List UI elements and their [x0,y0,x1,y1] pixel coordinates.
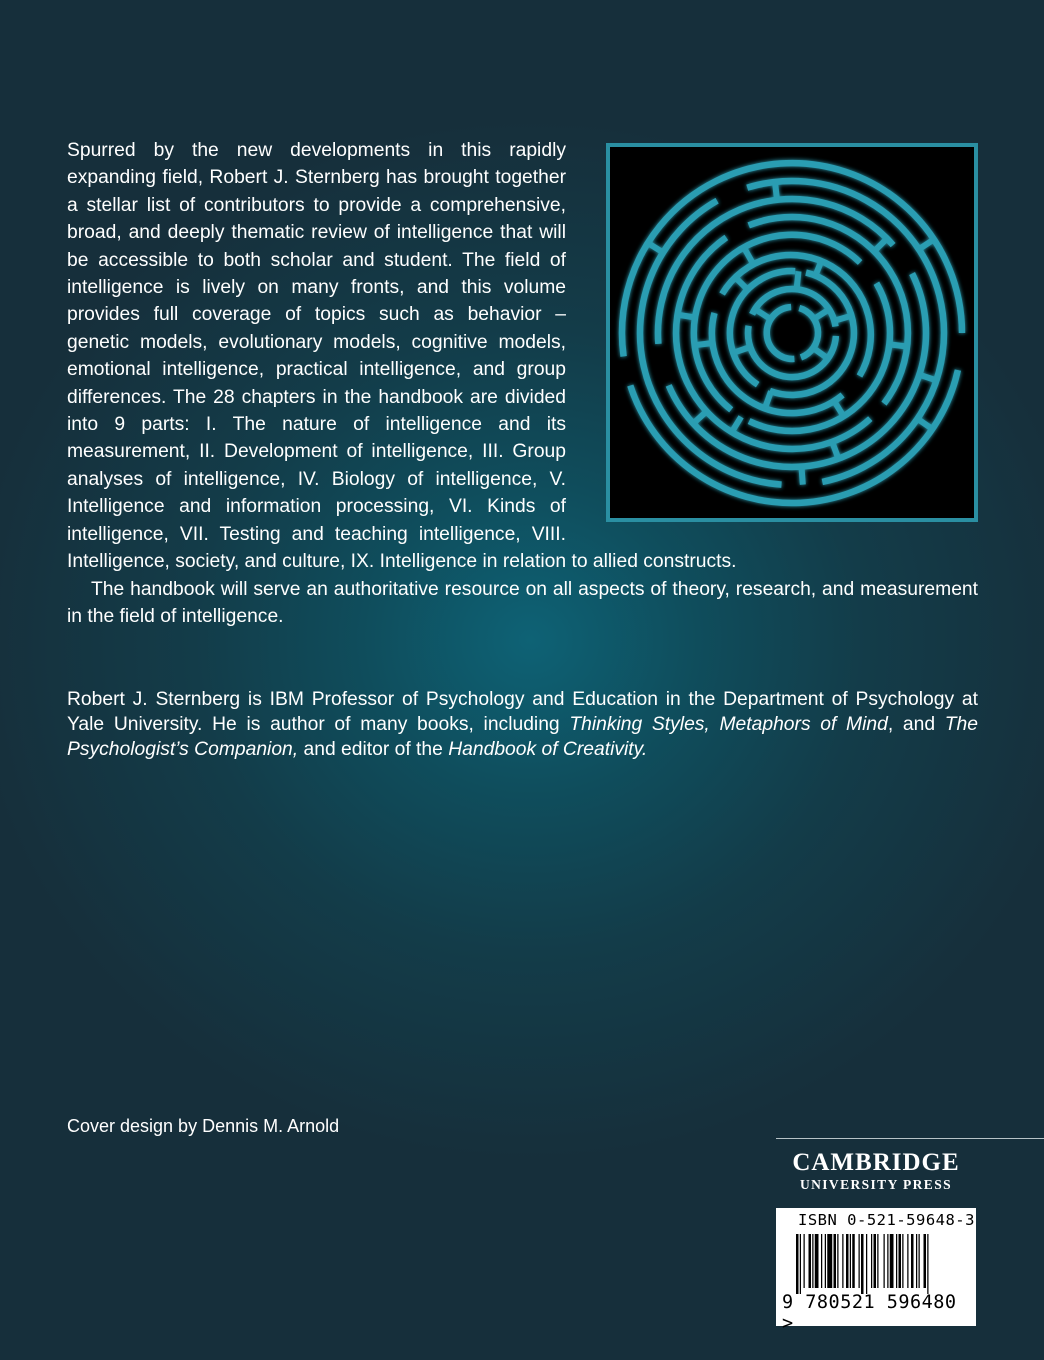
publisher-logo [776,1149,976,1193]
barcode-bar [916,1234,917,1288]
bio-text-3: and editor of the [298,739,449,760]
barcode-bar [859,1234,860,1288]
maze-ring [752,289,835,327]
barcode-bar [842,1234,843,1288]
maze-wall [732,417,741,432]
barcode-bar [924,1234,927,1288]
barcode-bar [852,1234,855,1288]
author-bio [67,687,978,762]
barcode-bar [871,1234,872,1288]
barcode-bars [796,1234,960,1294]
barcode-bar [877,1234,878,1288]
barcode-bar [846,1234,849,1288]
maze-illustration [606,143,978,522]
barcode-bar [927,1234,928,1294]
barcode-bar [834,1234,837,1288]
barcode-digits: 9 780521 596480 > [782,1292,957,1334]
barcode-bar [899,1234,902,1288]
barcode-bar [850,1234,851,1288]
barcode-bar [796,1234,799,1294]
barcode-bar [919,1234,920,1288]
barcode-bar [800,1234,801,1294]
barcode-bar [861,1234,864,1294]
maze-ring [767,307,795,359]
circular-maze-image [610,147,974,518]
publisher-divider [776,1138,1044,1139]
barcode-bar [809,1234,812,1288]
bio-text-1: Robert J. Sternberg is IBM Professor of Psychology and Education in the Department of Psychology at Yale University. He is author of many books, including [67,689,978,735]
barcode-bar [896,1234,897,1288]
barcode-bar [821,1234,822,1288]
isbn-label: ISBN 0-521-59648-3 [798,1211,975,1229]
blurb-text [67,137,978,630]
bio-companion-title: The Psychologist’s Companion, [67,714,978,760]
barcode-bar [884,1234,885,1288]
barcode-bar [827,1234,832,1288]
isbn-barcode [776,1208,976,1334]
bio-text-2: , and [887,714,945,735]
publisher-name: CAMBRIDGE [792,1149,960,1176]
barcode-bar [866,1234,867,1294]
barcode-bar [815,1234,819,1288]
cover-design-credit: Cover design by Dennis M. Arnold [67,1116,340,1136]
barcode-bar [890,1234,894,1288]
blurb-paragraph-2: The handbook will serve an authoritative resource on all aspects of theory, research, and measurement in the field of intelligence. [67,578,978,627]
barcode-bar [907,1234,908,1288]
bio-book-titles: Thinking Styles, Metaphors of Mind [569,714,888,735]
maze-ring [799,308,818,357]
barcode-bar [837,1234,838,1288]
maze-wall [744,248,753,264]
blurb-paragraph-1: Spurred by the new developments in this rapidly expanding field, Robert J. Sternberg has brought together a stellar list of contributors to provide a comprehensive, broad, and deeply thematic review of intelligence that will be accessible to both scholar and student. The field of intelligence is lively on many fronts, and this volume provides full coverage of topics such as behavior – genetic models, evolutionary models, cognitive models, emotional intelligence, practical intelligence, and group differences. The 28 chapters in the handbook are divided into 9 parts: I. The nature of intelligence and its measurement, II. Development of intelligence, III. Group analyses of intelligence, IV. Biology of intelligence, V. Intelligence and information processing, VI. Kinds of intelligence, VII. Testing and teaching intelligence, VIII. Intelligence, society, and culture, IX. Intelligence in relation to allied constructs. [67,140,737,573]
barcode-bar [887,1234,888,1288]
barcode-bar [874,1234,877,1288]
barcode-bar [812,1234,813,1288]
barcode-bar [911,1234,914,1288]
barcode-bar [804,1234,805,1288]
bio-handbook-title: Handbook of Creativity. [448,739,648,760]
barcode-bar [902,1234,903,1288]
barcode-bar [825,1234,826,1288]
publisher-subtitle: UNIVERSITY PRESS [799,1177,953,1192]
